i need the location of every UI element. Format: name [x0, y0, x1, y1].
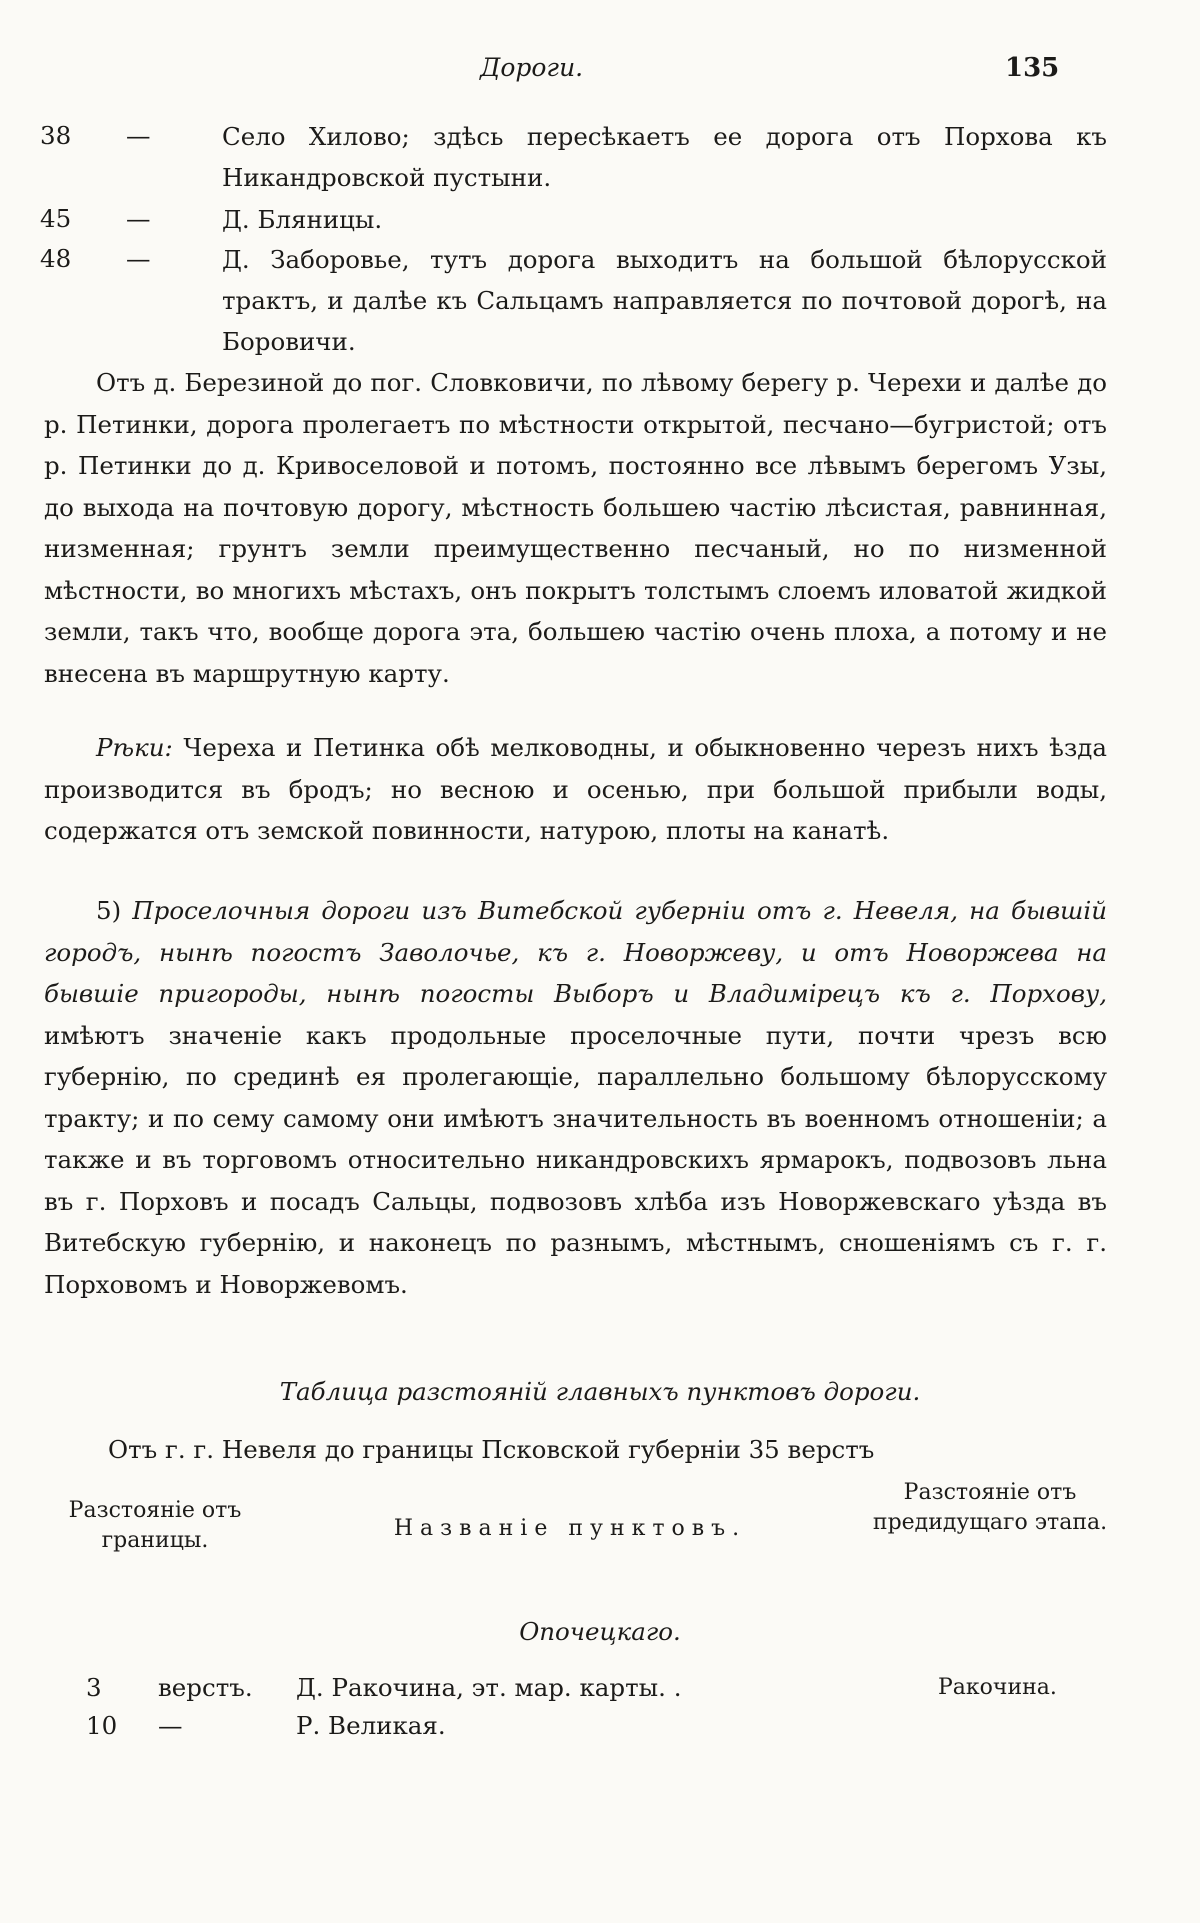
- entry-dash: —: [126, 244, 151, 273]
- route-entry: [0, 239, 1200, 363]
- row-unit: —: [158, 1711, 183, 1740]
- entry-text: Д. Бляницы.: [222, 205, 383, 234]
- table-subtitle: Отъ г. г. Невеля до границы Псковской губерніи 35 верстъ: [108, 1435, 875, 1464]
- page-number: 135: [1005, 53, 1060, 83]
- row-point-name: Р. Великая.: [296, 1711, 446, 1740]
- terrain-paragraph: Отъ д. Березиной до пог. Словковичи, по лѣвому берегу р. Черехи и далѣе до р. Петинки, дорога пролегаетъ по мѣстности открытой, песчано—бугристой; отъ р. Петинки до д. Кривоселовой и потомъ, постоянно все лѣвымъ берегомъ Узы, до выхода на почтовую дорогу, мѣстность большею частію лѣсистая, равнинная, низменная; грунтъ земли преимущественно песчаный, но по низменной мѣстности, во многихъ мѣстахъ, онъ покрытъ толстымъ слоемъ иловатой жидкой земли, такъ что, вообще дорога эта, большею частію очень плоха, а потому и не внесена въ маршрутную карту.: [44, 368, 1107, 688]
- route-entry: [0, 116, 1200, 199]
- rivers-paragraph: [44, 727, 1107, 852]
- entry-distance: 48: [40, 244, 72, 273]
- table-row: [0, 1668, 1200, 1708]
- entry-text: Д. Заборовье, тутъ дорога выходитъ на большой бѣлорусской трактъ, и далѣе къ Сальцамъ направляется по почтовой дорогѣ, на Боровичи.: [222, 245, 1107, 356]
- row-unit: верстъ.: [158, 1673, 253, 1702]
- column-header-distance-from-previous: Разстояніе отъ предидущаго этапа.: [872, 1480, 1108, 1535]
- row-distance: 10: [86, 1711, 118, 1740]
- running-title: Дороги.: [480, 53, 584, 82]
- entry-distance: 38: [40, 121, 72, 150]
- row-distance: 3: [86, 1673, 102, 1702]
- entry-dash: —: [126, 204, 151, 233]
- entry-text: Село Хилово; здѣсь пересѣкаетъ ее дорога отъ Порхова къ Никандровской пустыни.: [222, 122, 1107, 192]
- column-header-point-names: Названіе пунктовъ.: [393, 1516, 747, 1541]
- roads-number: 5): [96, 896, 133, 925]
- row-etap: Ракочина.: [938, 1675, 1057, 1700]
- column-header-distance-from-border: Разстояніе отъ границы.: [68, 1498, 242, 1553]
- table-title: Таблица разстояній главныхъ пунктовъ дороги.: [279, 1377, 921, 1406]
- row-point-name: Д. Ракочина, эт. мар. карты. .: [296, 1673, 682, 1702]
- rivers-label: Рѣки:: [96, 733, 173, 762]
- entry-dash: —: [126, 121, 151, 150]
- table-row: [0, 1706, 1200, 1746]
- page-header: [0, 48, 1200, 88]
- roads-text: имѣютъ значеніе какъ продольные проселочные пути, почти чрезъ всю губернію, по срединѣ ея пролегающіе, параллельно большому бѣлорусскому тракту; и по сему самому они имѣютъ значительность въ военномъ отношеніи; а также и въ торговомъ относительно никандровскихъ ярмарокъ, подвозовъ льна въ г. Порховъ и посадъ Сальцы, подвозовъ хлѣба изъ Новоржевскаго уѣзда въ Витебскую губернію, и наконецъ по разнымъ, мѣстнымъ, сношеніямъ съ г. г. Порховомъ и Новоржевомъ.: [44, 1020, 1107, 1299]
- route-entries: [0, 116, 1200, 363]
- rivers-text: Череха и Петинка обѣ мелководны, и обыкновенно черезъ нихъ ѣзда производится въ бродъ; но весною и осенью, при большой прибыли воды, содержатся отъ земской повинности, натурою, плоты на канатѣ.: [44, 733, 1107, 845]
- entry-distance: 45: [40, 204, 72, 233]
- route-entry: [0, 199, 1200, 239]
- roads-paragraph: [44, 890, 1107, 1305]
- roads-heading: Проселочныя дороги изъ Витебской губерніи отъ г. Невеля, на бывшій городъ, нынѣ погостъ Заволочье, къ г. Новоржеву, и отъ Новоржева на бывшіе пригороды, нынѣ погосты Выборъ и Владимірецъ къ г. Порхову,: [44, 896, 1107, 1008]
- table-section-heading: Опочецкаго.: [519, 1617, 681, 1646]
